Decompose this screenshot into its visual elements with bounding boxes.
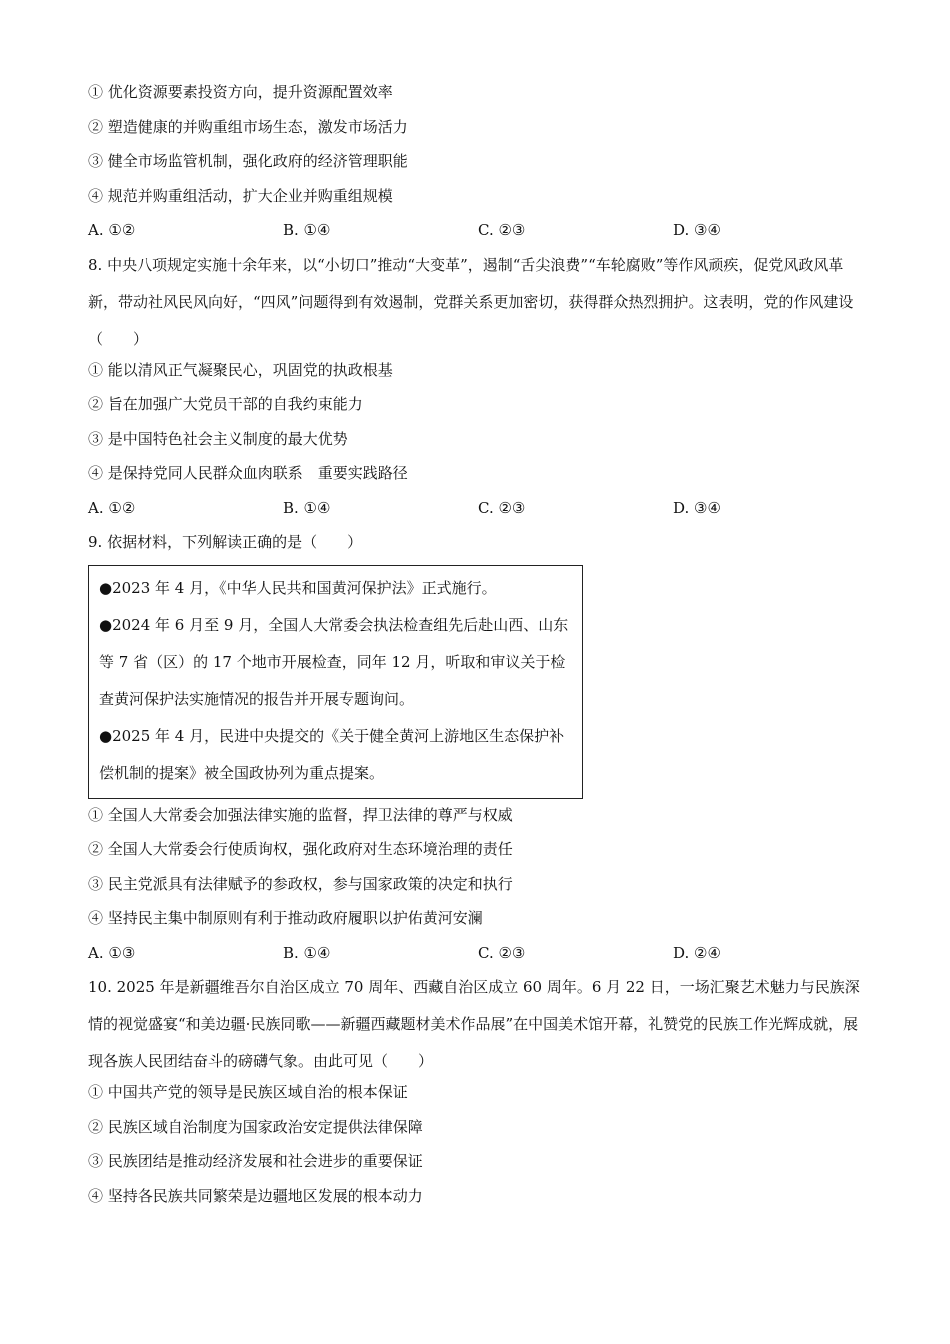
q8-option-b: B. ①④ — [283, 498, 331, 517]
q7-statement-2: ② 塑造健康的并购重组市场生态，激发市场活力 — [88, 117, 408, 136]
q9-option-a: A. ①③ — [88, 943, 136, 962]
q8-option-d: D. ③④ — [673, 498, 721, 517]
q7-option-a: A. ①② — [88, 221, 136, 239]
q9-statement-2: ② 全国人大常委会行使质询权，强化政府对生态环境治理的责任 — [88, 840, 513, 858]
q9-option-c: C. ②③ — [478, 943, 526, 962]
q9-option-b: B. ①④ — [283, 943, 331, 962]
q8-statement-4: ④ 是保持党同人民群众血肉联系 重要实践路径 — [88, 464, 408, 482]
q10-statement-2: ② 民族区域自治制度为国家政治安定提供法律保障 — [88, 1117, 423, 1136]
q7-statement-1: ① 优化资源要素投资方向，提升资源配置效率 — [88, 83, 393, 101]
q9-statement-1: ① 全国人大常委会加强法律实施的监督，捍卫法律的尊严与权威 — [88, 805, 513, 824]
q8-option-c: C. ②③ — [478, 498, 526, 517]
q10-statement-1: ① 中国共产党的领导是民族区域自治的根本保证 — [88, 1083, 408, 1101]
q7-option-b: B. ①④ — [283, 221, 331, 239]
q10-stem: 10. 2025 年是新疆维吾尔自治区成立 70 周年、西藏自治区成立 60 周年。6 月 22 日，一场汇聚艺术魅力与民族深情的视觉盛宴“和美边疆·民族同歌——新疆西藏题材美术作品展”在中国美术馆开幕，礼赞党的民族工作光辉成就，展现各族人民团结奋斗的磅礴气象。由此可见（ ） — [88, 978, 860, 1070]
q10-statement-4: ④ 坚持各民族共同繁荣是边疆地区发展的根本动力 — [88, 1186, 423, 1205]
q8-options — [88, 494, 868, 529]
q9-statement-3: ③ 民主党派具有法律赋予的参政权，参与国家政策的决定和执行 — [88, 874, 513, 893]
q8-option-a: A. ①② — [88, 498, 136, 517]
q9-material-item-1: ●2023 年 4 月，《中华人民共和国黄河保护法》正式施行。 — [99, 578, 497, 597]
q9-options — [88, 939, 868, 974]
q8-stem: 8. 中央八项规定实施十余年来，以“小切口”推动“大变革”，遏制“舌尖浪费”“车轮腐败”等作风顽疾，促党风政风革新，带动社风民风向好，“四风”问题得到有效遏制，党群关系更加密切，获得群众热烈拥护。这表明，党的作风建设（ ） — [88, 255, 854, 348]
q7-option-c: C. ②③ — [478, 221, 526, 239]
q9-material-box — [88, 565, 583, 799]
q9-material-item-3: ●2025 年 4 月，民进中央提交的《关于健全黄河上游地区生态保护补偿机制的提案》被全国政协列为重点提案。 — [99, 726, 565, 782]
q7-statement-3: ③ 健全市场监管机制，强化政府的经济管理职能 — [88, 152, 408, 170]
q9-option-d: D. ②④ — [673, 943, 721, 962]
q10-statement-3: ③ 民族团结是推动经济发展和社会进步的重要保证 — [88, 1152, 423, 1170]
q9-material-item-2: ●2024 年 6 月至 9 月，全国人大常委会执法检查组先后赴山西、山东等 7 省（区）的 17 个地市开展检查，同年 12 月，听取和审议关于检查黄河保护法实施情况的报告并开展专题询问。 — [99, 615, 569, 708]
exam-page — [88, 78, 868, 1216]
q7-statement-4: ④ 规范并购重组活动，扩大企业并购重组规模 — [88, 186, 393, 205]
q8-statement-1: ① 能以清风正气凝聚民心，巩固党的执政根基 — [88, 360, 393, 379]
q7-option-d: D. ③④ — [673, 221, 721, 239]
q9-stem: 9. 依据材料，下列解读正确的是（ ） — [88, 533, 363, 551]
q9-statement-4: ④ 坚持民主集中制原则有利于推动政府履职以护佑黄河安澜 — [88, 909, 483, 927]
q8-statement-3: ③ 是中国特色社会主义制度的最大优势 — [88, 429, 348, 448]
q7-options — [88, 216, 868, 251]
q8-statement-2: ② 旨在加强广大党员干部的自我约束能力 — [88, 395, 363, 413]
